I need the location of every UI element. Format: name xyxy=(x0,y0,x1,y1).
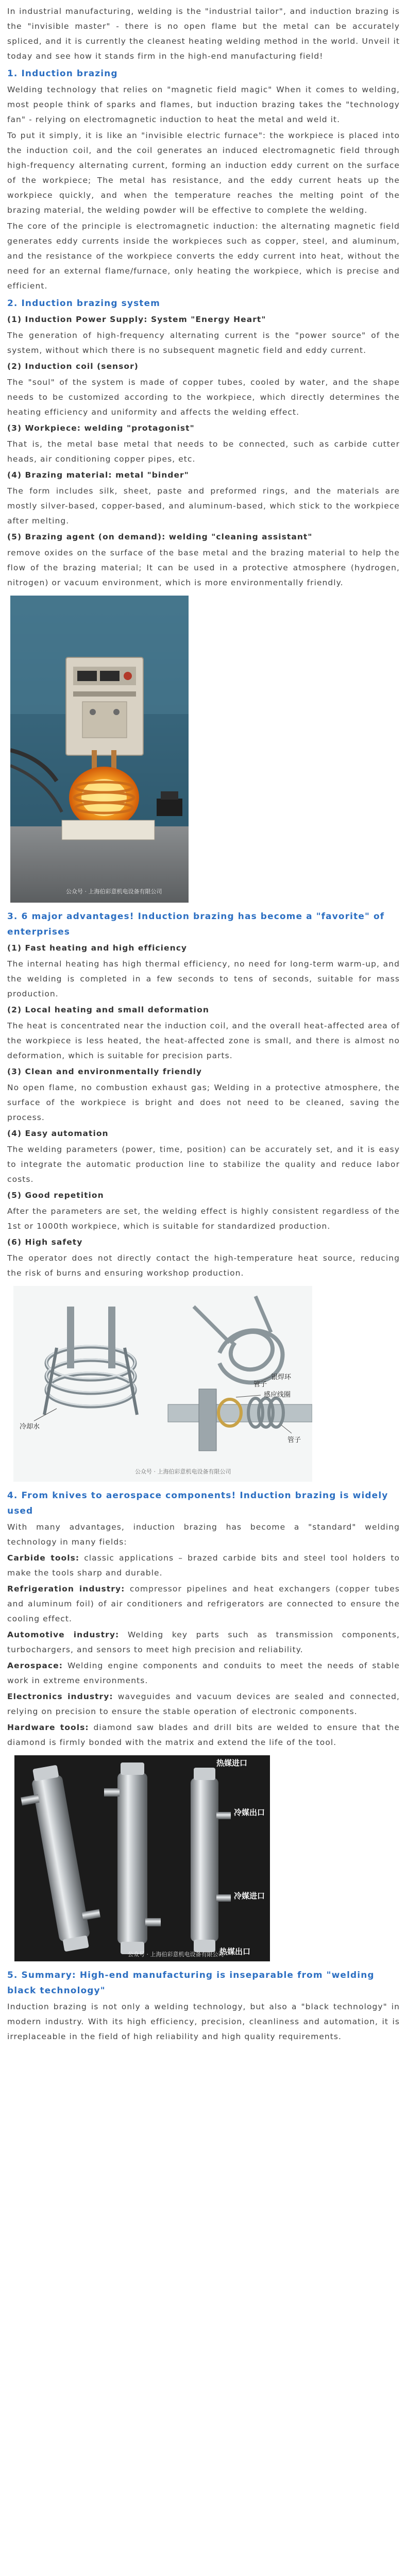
cold-outlet-label: 冷媒出口 xyxy=(234,1808,265,1817)
section-4-heading: 4. From knives to aerospace components! Induction brazing is widely used xyxy=(7,1490,388,1516)
section-4-item-5-lead: Electronics industry: xyxy=(7,1692,113,1701)
section-4-item-4-lead: Aerospace: xyxy=(7,1661,63,1670)
figure-2-watermark: 公众号 · 上海伯彩意机电设备有限公司 xyxy=(135,1468,231,1475)
silver-ring-label: 银焊环 xyxy=(271,1374,292,1381)
section-4-item-6-text: diamond saw blades and drill bits are welded to ensure that the diamond is firmly bonded with the matrix and extend the life of the tool. xyxy=(7,1723,400,1747)
section-4-item-1 xyxy=(7,1551,400,1581)
section-1-paragraph-3: The core of the principle is electromagnetic induction: the alternating magnetic field generates eddy currents inside the workpieces such as copper, steel, and aluminum, and the resistance of the workpiece converts the eddy current into heat, without the need for an external flame/furnace, only heating the workpiece, which is precise and efficient. xyxy=(7,222,400,291)
section-3-item-3-text: No open flame, no combustion exhaust gas; Welding in a protective atmosphere, the surface of the workpiece is bright and does not need to be cleaned, saving the process. xyxy=(7,1083,400,1122)
section-3-heading: 3. 6 major advantages! Induction brazing has become a "favorite" of enterprises xyxy=(7,911,385,937)
hot-inlet-label: 热媒进口 xyxy=(216,1758,248,1768)
section-4-item-1-lead: Carbide tools: xyxy=(7,1553,80,1563)
section-2-item-1-title: (1) Induction Power Supply: System "Energy Heart" xyxy=(7,315,266,324)
section-4-item-3 xyxy=(7,1628,400,1657)
section-4-item-2 xyxy=(7,1582,400,1626)
section-4-item-2-text: compressor pipelines and heat exchangers (copper tubes and aluminum foil) of air conditioners and refrigerators are connected to ensure the cooling effect. xyxy=(7,1584,400,1623)
heat-exchanger-photo xyxy=(14,1755,270,1961)
section-2-item-2-text: The "soul" of the system is made of copper tubes, cooled by water, and the shape needs to be customized according to the workpiece, which directly determines the heating efficiency and uniformity and affects the welding effect. xyxy=(7,378,400,417)
section-2-item-3-title: (3) Workpiece: welding "protagonist" xyxy=(7,423,195,433)
section-3-item-2-title: (2) Local heating and small deformation xyxy=(7,1005,209,1014)
pipe-label-top: 管子 xyxy=(253,1381,267,1388)
section-3-item-6-title: (6) High safety xyxy=(7,1238,83,1247)
section-4-intro: With many advantages, induction brazing has become a "standard" welding technology in many fields: xyxy=(7,1522,400,1547)
figure-3-watermark: 公众号 · 上海伯彩意机电设备有限公司 xyxy=(128,1951,224,1958)
section-2-item-1-text: The generation of high-frequency alternating current is the "power source" of the system, without which there is no subsequent magnetic field and eddy current. xyxy=(7,331,400,355)
section-3-item-4-text: The welding parameters (power, time, position) can be accurately set, and it is easy to integrate the automatic production line to stabilize the quality and reduce labor costs. xyxy=(7,1145,400,1184)
section-3-item-5-text: After the parameters are set, the welding effect is highly consistent regardless of the 1st or 1000th workpiece, which is suitable for standardized production. xyxy=(7,1207,400,1231)
induction-coil-label: 感应线圈 xyxy=(264,1391,291,1399)
intro-paragraph: In industrial manufacturing, welding is the "industrial tailor", and induction brazing is the "invisible master" - there is no open flame but the metal can be accurately spliced, and it is currently the cleanest heating welding method in the world. Unveil it today and see how it stands firm in the high-end manufacturing field! xyxy=(7,7,400,61)
section-3-item-5-title: (5) Good repetition xyxy=(7,1191,104,1200)
section-2-item-2-title: (2) Induction coil (sensor) xyxy=(7,362,139,371)
section-2-item-5-title: (5) Brazing agent (on demand): welding "cleaning assistant" xyxy=(7,532,313,541)
section-2-item-3-text: That is, the metal base metal that needs to be connected, such as carbide cutter heads, air conditioning copper pipes, etc. xyxy=(7,439,400,464)
cold-inlet-label: 冷媒进口 xyxy=(234,1891,265,1901)
section-4-item-3-lead: Automotive industry: xyxy=(7,1630,120,1639)
section-3-item-1-title: (1) Fast heating and high efficiency xyxy=(7,943,188,953)
section-4-item-5-text: waveguides and vacuum devices are sealed and connected, relying on precision to ensure the stable operation of electronic components. xyxy=(7,1692,400,1716)
section-4-item-1-text: classic applications – brazed carbide bits and steel tool holders to make the tools sharp and durable. xyxy=(7,1553,400,1578)
section-3-item-3-title: (3) Clean and environmentally friendly xyxy=(7,1067,202,1076)
section-2-item-4-text: The form includes silk, sheet, paste and preformed rings, and the materials are mostly silver-based, copper-based, and aluminum-based, which stick to the workpiece after melting. xyxy=(7,486,400,526)
section-4-item-6 xyxy=(7,1720,400,1750)
cooling-water-label: 冷却水 xyxy=(20,1423,40,1431)
section-4-item-4 xyxy=(7,1658,400,1688)
section-3-item-6-text: The operator does not directly contact the high-temperature heat source, reducing the risk of burns and ensuring workshop production. xyxy=(7,1253,400,1278)
section-2-item-4-title: (4) Brazing material: metal "binder" xyxy=(7,470,189,480)
section-5-heading: 5. Summary: High-end manufacturing is inseparable from "welding black technology" xyxy=(7,1970,375,1996)
section-1-paragraph-2: To put it simply, it is like an "invisible electric furnace": the workpiece is placed into the induction coil, and the coil generates an induced electromagnetic field through high-frequency alternating current, forming an induction eddy current on the surface of the workpiece; The metal has resistance, and the eddy current heats up the workpiece quickly, and when the temperature reaches the melting point of the brazing material, the welding powder will be effective to complete the welding. xyxy=(7,131,400,215)
section-1-paragraph-1: Welding technology that relies on "magnetic field magic" When it comes to welding, most people think of sparks and flames, but induction brazing takes the "technology fan" - relying on electromagnetic induction to heat the metal and weld it. xyxy=(7,85,400,124)
induction-machine-illustration xyxy=(10,596,189,903)
section-4-item-5 xyxy=(7,1689,400,1719)
hot-outlet-label: 热媒出口 xyxy=(219,1947,251,1956)
pipe-label-bottom: 管子 xyxy=(287,1436,301,1444)
heat-exchanger-illustration xyxy=(14,1755,270,1961)
section-2-heading: 2. Induction brazing system xyxy=(7,298,160,309)
section-1-heading: 1. Induction brazing xyxy=(7,69,118,79)
section-3-item-1-text: The internal heating has high thermal efficiency, no need for long-term warm-up, and the welding is completed in a few seconds to tens of seconds, suitable for mass production. xyxy=(7,959,400,998)
figure-1-watermark: 公众号 · 上海伯彩意机电设备有限公司 xyxy=(66,888,162,895)
section-5-paragraph: Induction brazing is not only a welding technology, but also a "black technology" in modern industry. With its high efficiency, precision, cleanliness and automation, it is irreplaceable in the field of high reliability and high quality requirements. xyxy=(7,2002,400,2041)
section-4-item-2-lead: Refrigeration industry: xyxy=(7,1584,125,1594)
section-3-item-4-title: (4) Easy automation xyxy=(7,1129,109,1138)
induction-machine-photo xyxy=(10,596,189,903)
coil-diagram-illustration xyxy=(13,1286,312,1482)
section-4-item-4-text: Welding engine components and conduits to meet the needs of stable work in extreme environments. xyxy=(7,1661,400,1685)
induction-coil-diagram xyxy=(13,1286,312,1482)
section-2-item-5-text: remove oxides on the surface of the base metal and the brazing material to help the flow of the brazing material; It can be used in a protective atmosphere (hydrogen, nitrogen) or vacuum environment, which is more environmentally friendly. xyxy=(7,548,400,587)
section-4-item-6-lead: Hardware tools: xyxy=(7,1723,89,1732)
section-4-item-3-text: Welding key parts such as transmission components, turbochargers, and sensors to meet high precision and reliability. xyxy=(7,1630,400,1654)
section-3-item-2-text: The heat is concentrated near the induction coil, and the overall heat-affected area of the workpiece is less heated, the heat-affected zone is small, and there is almost no deformation, which is suitable for precision parts. xyxy=(7,1021,400,1060)
